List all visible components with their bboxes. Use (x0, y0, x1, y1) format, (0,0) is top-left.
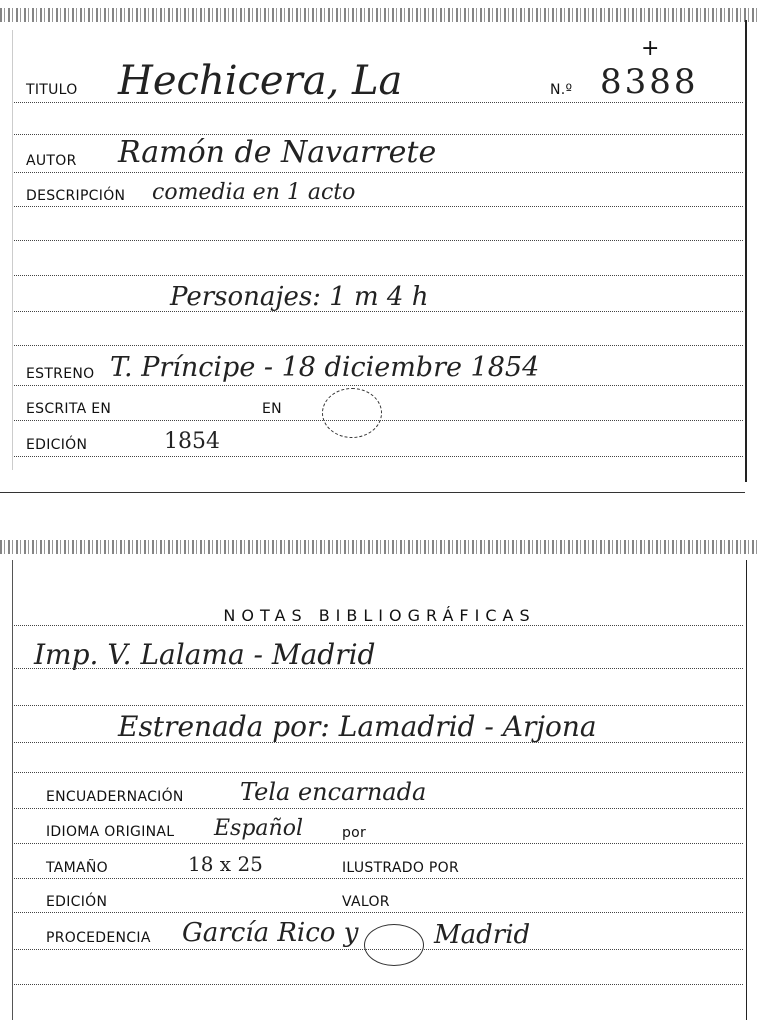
dotted-rule (14, 984, 743, 985)
dotted-rule (14, 912, 743, 913)
estreno-label: ESTRENO (26, 366, 95, 382)
encuadernacion-value: Tela encarnada (240, 778, 427, 806)
notas-heading: NOTAS BIBLIOGRÁFICAS (223, 606, 536, 625)
tamano-value: 18 x 25 (188, 852, 263, 876)
dotted-rule (14, 705, 743, 706)
estreno-value: T. Príncipe - 18 diciembre 1854 (110, 352, 540, 383)
card-right-border (745, 20, 747, 482)
stamp-circle (322, 388, 382, 438)
dotted-rule (14, 311, 743, 312)
titulo-value: Hechicera, La (118, 58, 403, 104)
personajes-value: Personajes: 1 m 4 h (170, 282, 429, 312)
idioma-value: Español (214, 816, 303, 841)
dotted-rule (14, 808, 743, 809)
dotted-rule (14, 625, 743, 626)
dotted-rule (14, 275, 743, 276)
dotted-rule (14, 206, 743, 207)
escrita-en-label: ESCRITA EN (26, 401, 112, 417)
card-left-border (12, 560, 13, 1020)
numero-value: 8388 (600, 62, 699, 102)
valor-label: VALOR (342, 894, 390, 910)
numero-label: N.º (550, 82, 573, 98)
catalog-card-front (0, 0, 759, 495)
dotted-rule (14, 949, 743, 950)
autor-label: AUTOR (26, 153, 77, 169)
encuadernacion-label: ENCUADERNACIÓN (46, 789, 184, 805)
dotted-rule (14, 456, 743, 457)
dotted-rule (14, 668, 743, 669)
dotted-rule (14, 420, 743, 421)
idioma-label: IDIOMA ORIGINAL (46, 824, 175, 840)
dotted-rule (14, 172, 743, 173)
dotted-rule (14, 240, 743, 241)
procedencia-value-2: Madrid (434, 920, 531, 950)
catalog-card-back (0, 540, 759, 1028)
autor-value: Ramón de Navarrete (118, 135, 437, 170)
ilustrado-label: ILUSTRADO POR (342, 860, 459, 876)
plus-mark: + (641, 36, 660, 61)
card-top-edge (0, 8, 759, 22)
dotted-rule (14, 385, 743, 386)
por-label: por (342, 825, 367, 841)
dotted-rule (14, 102, 743, 103)
edicion-value: 1854 (164, 429, 220, 454)
note-line-1: Imp. V. Lalama - Madrid (34, 638, 376, 671)
descripcion-label: DESCRIPCIÓN (26, 188, 126, 204)
dotted-rule (14, 772, 743, 773)
titulo-label: TITULO (26, 82, 78, 98)
dotted-rule (14, 843, 743, 844)
dotted-rule (14, 878, 743, 879)
dotted-rule (14, 345, 743, 346)
procedencia-value-1: García Rico y (182, 918, 359, 948)
card-separator (0, 492, 745, 493)
stamp-circle (364, 924, 424, 966)
edicion-label-back: EDICIÓN (46, 894, 108, 910)
tamano-label: TAMAÑO (46, 860, 108, 876)
dotted-rule (14, 742, 743, 743)
card-left-border (12, 30, 13, 470)
card-right-border (746, 560, 747, 1020)
edicion-label: EDICIÓN (26, 437, 88, 453)
descripcion-value: comedia en 1 acto (152, 180, 356, 205)
card-top-edge (0, 540, 759, 554)
en-label: EN (262, 401, 282, 417)
procedencia-label: PROCEDENCIA (46, 930, 151, 946)
note-line-2: Estrenada por: Lamadrid - Arjona (118, 710, 597, 743)
